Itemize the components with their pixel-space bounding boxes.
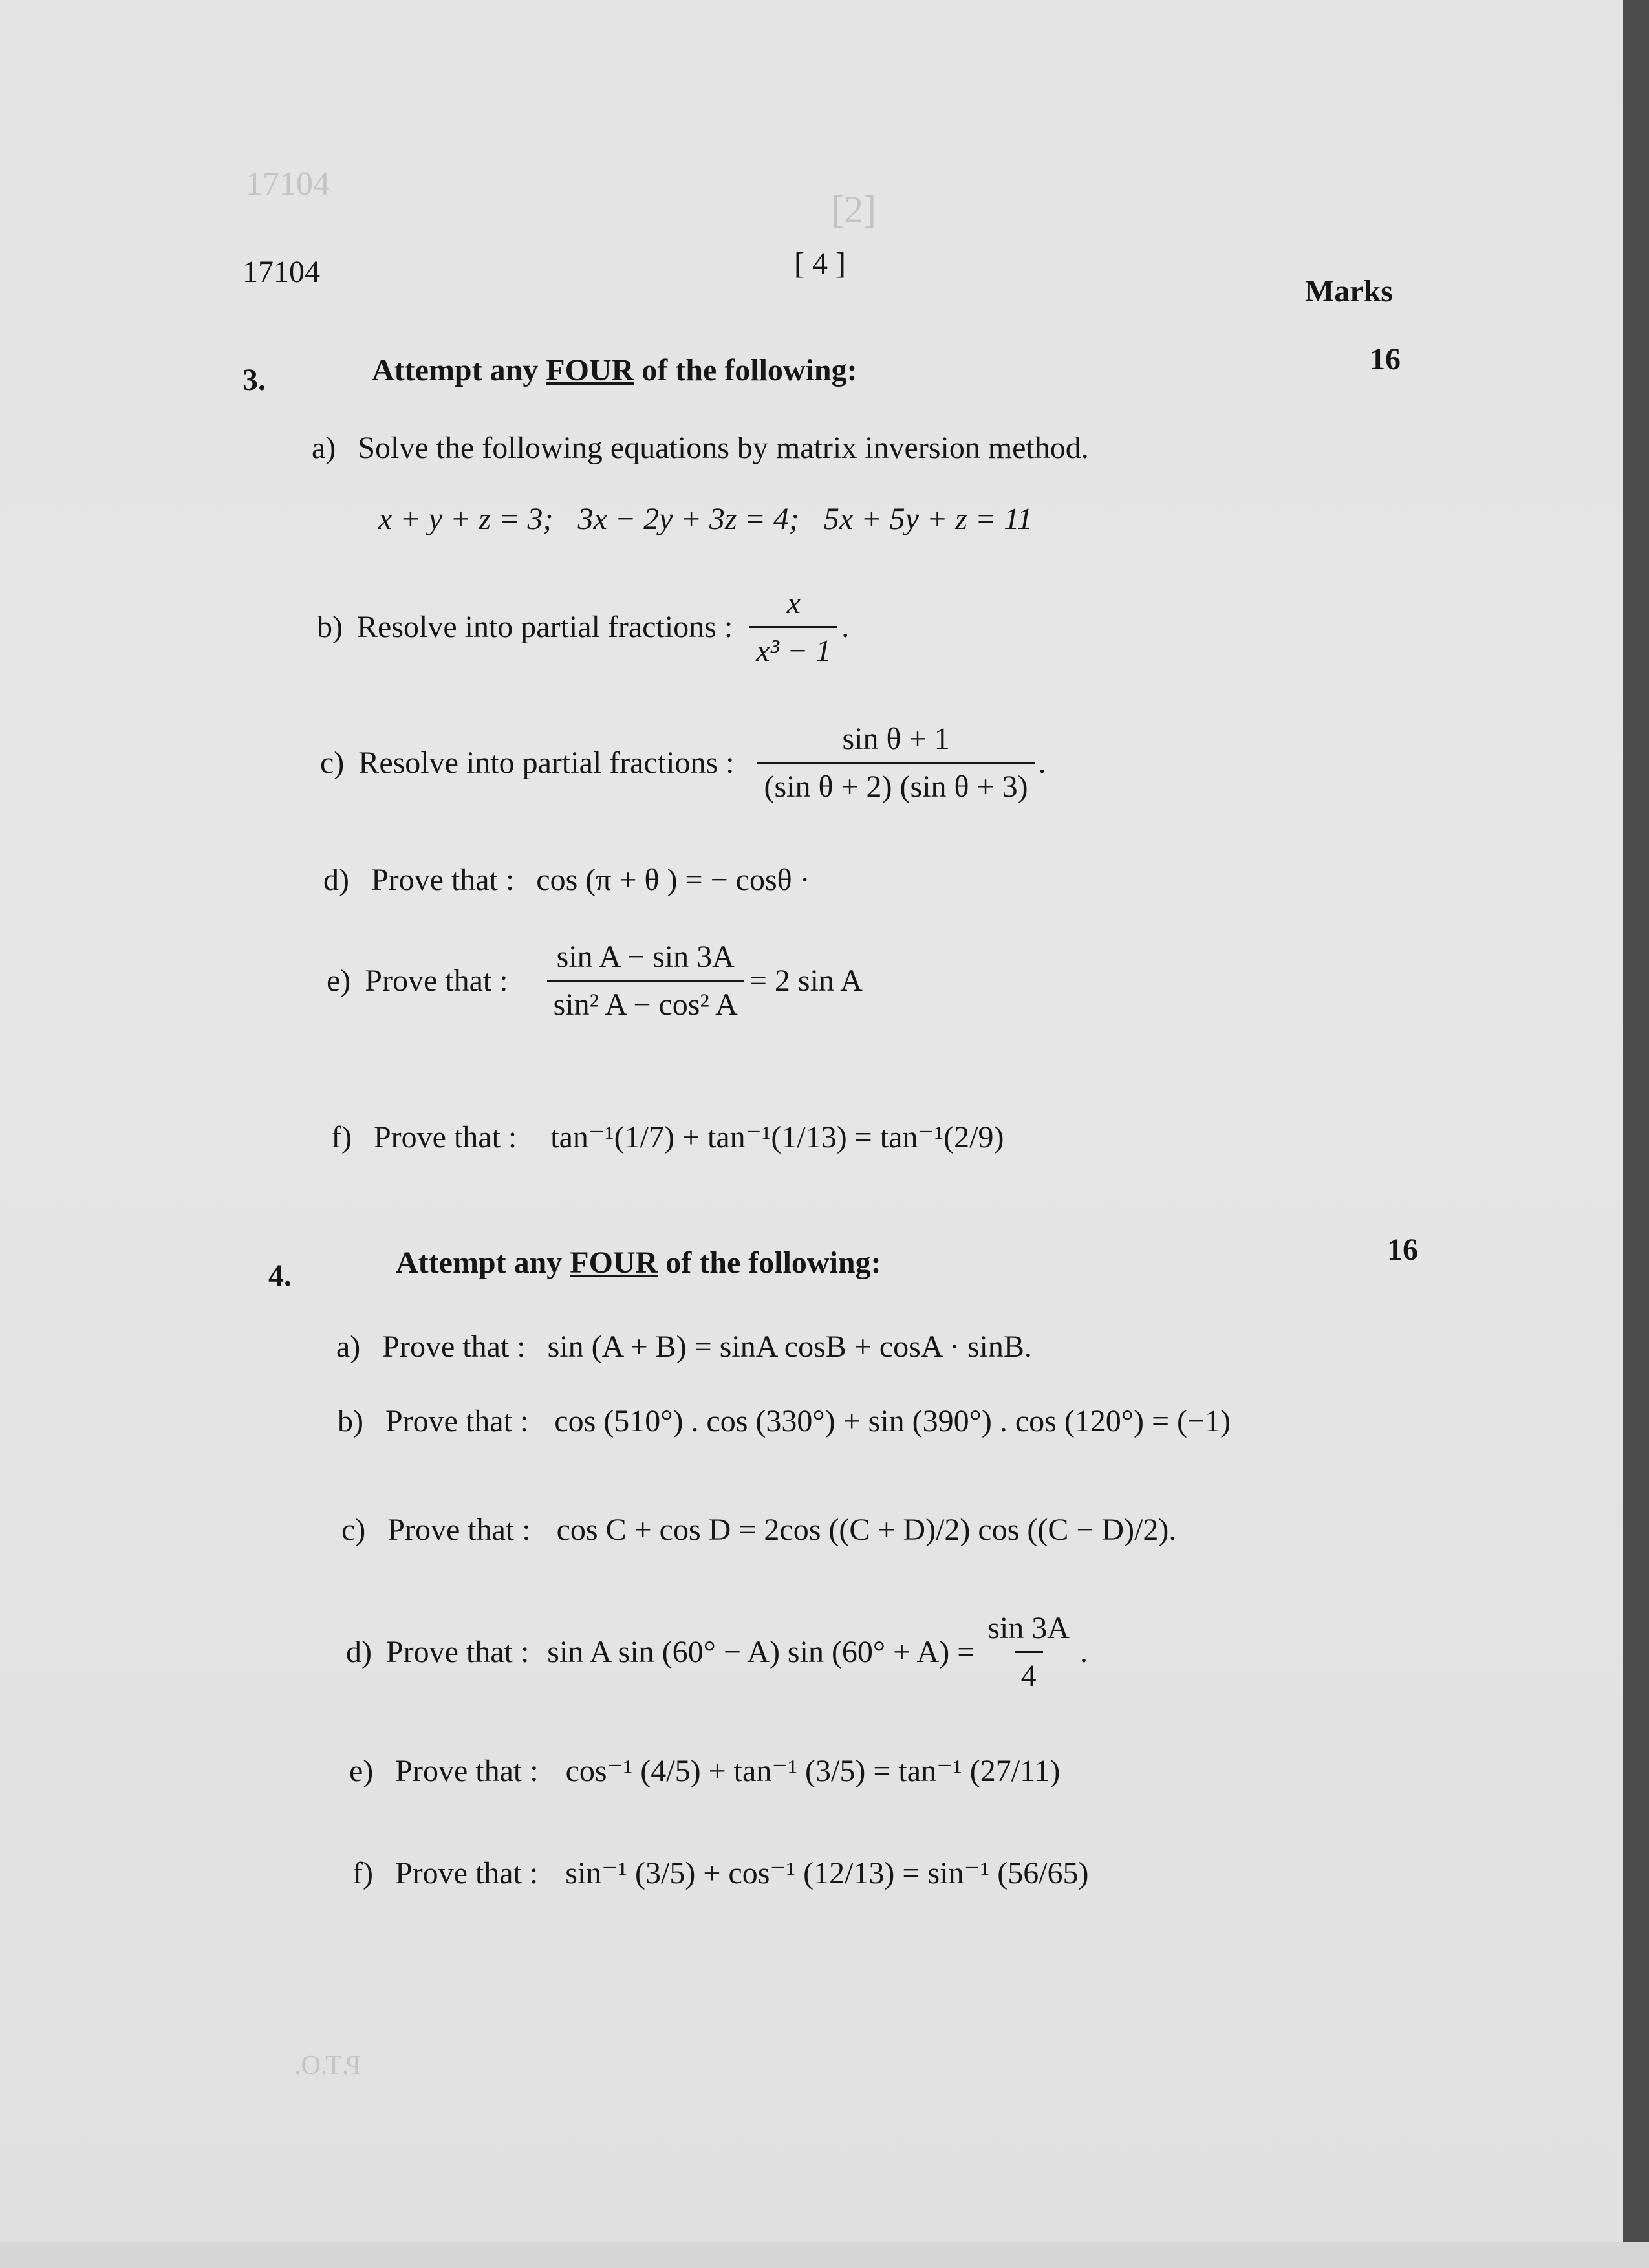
scan-right-shadow — [1623, 0, 1649, 2268]
paper-code: 17104 — [242, 255, 320, 289]
q3b-numerator: x — [786, 586, 801, 620]
q4d: d) Prove that : sin A sin (60° − A) sin (60° + A) = $\frac{\sin 3A}{4}$ . — [346, 1611, 1088, 1693]
q3e-fraction — [547, 939, 744, 1022]
q4a-label: a) — [336, 1330, 361, 1364]
q3c-numerator: sin θ + 1 — [842, 722, 950, 756]
q3c: c) Resolve into partial fractions : $\frac{\text{sin θ + 1}}{\text{(sin θ + 2) (sin θ + 3)}}$ . — [320, 722, 1046, 804]
q3d-expression: cos (π + θ ) = − cosθ · — [536, 863, 810, 897]
q3a-eq1: x + y + z = 3; — [378, 502, 554, 536]
q3-title-prefix: Attempt any — [372, 353, 539, 387]
marks-label: Marks — [1305, 274, 1393, 308]
q4a-expression: sin (A + B) = sinA cosB + cosA · sinB. — [547, 1330, 1032, 1364]
q4a-text: Prove that : — [382, 1330, 526, 1364]
q3f-text: Prove that : — [373, 1120, 517, 1154]
question-4-number: 4. — [268, 1258, 292, 1293]
q3e-rhs: = 2 sin A — [749, 964, 863, 998]
q4d-numerator: sin 3A — [987, 1611, 1070, 1645]
q4e-label: e) — [349, 1754, 374, 1788]
q4f-text: Prove that : — [394, 1856, 539, 1890]
q4-title-emph: FOUR — [570, 1246, 658, 1280]
q3b-label: b) — [317, 610, 343, 644]
q3b-fraction — [749, 585, 837, 669]
q3a-equations — [378, 501, 1033, 537]
ghost-pto: P.T.O. — [294, 2051, 361, 2080]
q3a — [312, 430, 1089, 466]
q4c-text: Prove that : — [387, 1513, 531, 1547]
q3d-text: Prove that : — [371, 863, 515, 897]
q4f-expression: sin⁻¹ (3/5) + cos⁻¹ (12/13) = sin⁻¹ (56/65) — [565, 1856, 1089, 1890]
q3a-text: Solve the following equations by matrix inversion method. — [358, 431, 1089, 465]
q4c-expression: cos C + cos D = 2cos ((C + D)/2) cos ((C − D)/2). — [556, 1513, 1177, 1547]
q3d-label: d) — [323, 863, 349, 897]
q3e-text: Prove that : — [365, 964, 508, 998]
q3c-fraction — [757, 721, 1034, 805]
q3f — [331, 1119, 1004, 1155]
question-4-title — [396, 1245, 881, 1280]
q4-title-prefix: Attempt any — [396, 1246, 563, 1280]
q3f-expression: tan⁻¹(1/7) + tan⁻¹(1/13) = tan⁻¹(2/9) — [550, 1120, 1004, 1154]
q3c-denominator: (sin θ + 2) (sin θ + 3) — [757, 762, 1034, 805]
q3a-label: a) — [312, 431, 336, 465]
q3d — [323, 862, 810, 898]
q4b-text: Prove that : — [385, 1404, 529, 1438]
q3e — [327, 939, 863, 1022]
q4e-text: Prove that : — [395, 1754, 539, 1788]
q4-title-suffix: of the following: — [665, 1246, 881, 1280]
scan-bottom-edge — [0, 2242, 1649, 2268]
q4d-text: Prove that : — [385, 1635, 530, 1669]
q4b — [338, 1403, 1231, 1439]
question-3-number: 3. — [242, 363, 266, 397]
q3b-text: Resolve into partial fractions : — [356, 610, 733, 644]
q4e-expression: cos⁻¹ (4/5) + tan⁻¹ (3/5) = tan⁻¹ (27/11) — [565, 1754, 1061, 1788]
ghost-code: 17104 — [246, 166, 330, 202]
q4a — [336, 1329, 1032, 1365]
ghost-page-number: [2] — [831, 188, 876, 231]
q4d-denominator: 4 — [1015, 1651, 1043, 1694]
q3c-text: Resolve into partial fractions : — [358, 746, 735, 780]
question-4-marks: 16 — [1387, 1233, 1418, 1267]
q4d-lhs: sin A sin (60° − A) sin (60° + A) = — [547, 1635, 975, 1669]
q3b-denominator: x³ − 1 — [749, 626, 837, 669]
q3a-eq3: 5x + 5y + z = 11 — [823, 502, 1033, 536]
q3-title-suffix: of the following: — [641, 353, 857, 387]
question-3-title — [372, 352, 857, 388]
q4f — [352, 1855, 1089, 1891]
q3-title-emph: FOUR — [546, 353, 634, 387]
q3f-label: f) — [331, 1120, 352, 1154]
question-3-marks: 16 — [1370, 342, 1401, 376]
q4e — [349, 1753, 1060, 1789]
q3e-label: e) — [327, 964, 351, 998]
q4f-label: f) — [352, 1856, 373, 1890]
q4b-label: b) — [338, 1404, 363, 1438]
q3a-eq2: 3x − 2y + 3z = 4; — [577, 502, 799, 536]
q3b: b) Resolve into partial fractions : $\frac{x}{\text{x³ − 1}}$ . — [317, 586, 850, 668]
q3e-numerator: sin A − sin 3A — [556, 940, 735, 974]
q3e-denominator: sin² A − cos² A — [547, 980, 744, 1022]
q4d-fraction — [981, 1610, 1076, 1694]
q3c-label: c) — [320, 746, 345, 780]
q4d-label: d) — [346, 1635, 372, 1669]
q4c — [341, 1512, 1176, 1548]
q4c-label: c) — [341, 1513, 366, 1547]
q4b-expression: cos (510°) . cos (330°) + sin (390°) . cos (120°) = (−1) — [554, 1404, 1231, 1438]
page-number: [ 4 ] — [794, 246, 846, 281]
